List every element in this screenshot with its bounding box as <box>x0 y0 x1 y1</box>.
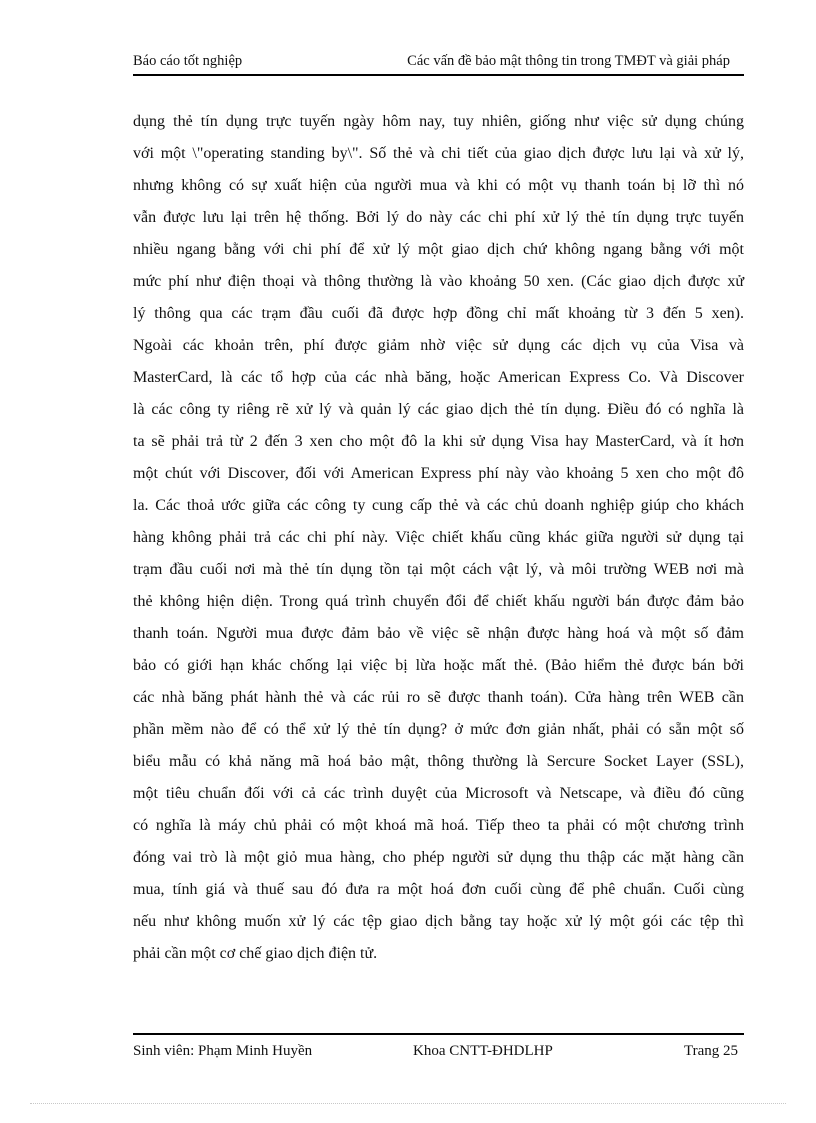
header-topic-title: Các vấn đề bảo mật thông tin trong TMĐT và giải pháp <box>407 53 730 69</box>
body-line: một tiêu chuẩn đối với cả các trình duyệt của Microsoft và Netscape, và điều đó cũng <box>133 785 744 802</box>
body-line: nếu như không muốn xử lý các tệp giao dịch bằng tay hoặc xử lý một gói các tệp thì <box>133 913 744 930</box>
body-line: biểu mẫu có khả năng mã hoá bảo mật, thông thường là Sercure Socket Layer (SSL), <box>133 753 744 770</box>
body-line: đóng vai trò là một giỏ mua hàng, cho phép người sử dụng thu thập các mặt hàng cần <box>133 849 744 866</box>
body-line: lý thông qua các trạm đầu cuối đã được hợp đồng chỉ mất khoảng từ 3 đến 5 xen). <box>133 305 744 322</box>
body-line: Ngoài các khoản trên, phí được giảm nhờ việc sử dụng các dịch vụ của Visa và <box>133 337 744 354</box>
footer-department: Khoa CNTT-ĐHDLHP <box>413 1043 553 1059</box>
body-line: thẻ không hiện diện. Trong quá trình chuyển đổi để chiết khấu người bán được đảm bảo <box>133 593 744 610</box>
body-line: phải cần một cơ chế giao dịch điện tử. <box>133 945 378 962</box>
body-line: các nhà băng phát hành thẻ và các rủi ro sẽ được thanh toán). Cửa hàng trên WEB cần <box>133 689 744 706</box>
footer-rule <box>133 1033 744 1035</box>
page-header <box>133 53 744 73</box>
body-line: MasterCard, là các tổ hợp của các nhà băng, hoặc American Express Co. Và Discover <box>133 369 744 386</box>
body-line: một chút với Discover, đối với American Express phí này vào khoảng 5 xen cho một đô <box>133 465 744 482</box>
body-line: thanh toán. Người mua được đảm bảo về việc sẽ nhận được hàng hoá và một số đảm <box>133 625 744 642</box>
body-line: nhiều ngang bằng với chi phí để xử lý một giao dịch chứ không ngang bằng với một <box>133 241 744 258</box>
page-footer <box>133 1043 744 1063</box>
body-line: trạm đầu cuối nơi mà thẻ tín dụng tồn tại một cách vật lý, và môi trường WEB nơi mà <box>133 561 744 578</box>
body-line: hàng không phải trả các chi phí này. Việc chiết khấu cũng khác giữa người sử dụng tại <box>133 529 744 546</box>
body-line: ta sẽ phải trả từ 2 đến 3 xen cho một đô la khi sử dụng Visa hay MasterCard, và ít hơn <box>133 433 744 450</box>
header-report-title: Báo cáo tốt nghiệp <box>133 53 243 69</box>
header-rule <box>133 74 744 76</box>
body-line: là các công ty riêng rẽ xử lý và quản lý các giao dịch thẻ tín dụng. Điều đó có nghĩa là <box>133 401 744 418</box>
body-line: la. Các thoả ước giữa các công ty cung cấp thẻ và các chủ doanh nghiệp giúp cho khách <box>133 497 744 514</box>
body-line: phần mềm nào để có thể xử lý thẻ tín dụng? ở mức đơn giản nhất, phải có sẵn một số <box>133 721 744 738</box>
body-line: vẫn được lưu lại trên hệ thống. Bởi lý do này các chi phí xử lý thẻ tín dụng trực tuyến <box>133 209 744 226</box>
footer-student-name: Sinh viên: Phạm Minh Huyền <box>133 1043 313 1059</box>
body-line: mua, tính giá và thuế sau đó đưa ra một hoá đơn cuối cùng để phê chuẩn. Cuối cùng <box>133 881 744 898</box>
body-line: bảo có giới hạn khác chống lại việc bị lừa hoặc mất thẻ. (Bảo hiểm thẻ được bán bởi <box>133 657 744 674</box>
body-paragraph <box>133 106 744 970</box>
body-line: dụng thẻ tín dụng trực tuyến ngày hôm nay, tuy nhiên, giống như việc sử dụng chúng <box>133 113 744 130</box>
page-boundary-divider <box>30 1103 786 1104</box>
body-line: có nghĩa là máy chủ phải có một khoá mã hoá. Tiếp theo ta phải có một chương trình <box>133 817 744 834</box>
footer-page-number: Trang 25 <box>683 1043 738 1059</box>
body-line: nhưng không có sự xuất hiện của người mua và khi có một vụ thanh toán bị lỡ thì nó <box>133 177 744 194</box>
body-line: mức phí như điện thoại và thông thường là vào khoảng 50 xen. (Các giao dịch được xử <box>133 273 744 290</box>
body-line: với một \"operating standing by\". Số thẻ và chi tiết của giao dịch được lưu lại và xử lý, <box>133 145 744 162</box>
